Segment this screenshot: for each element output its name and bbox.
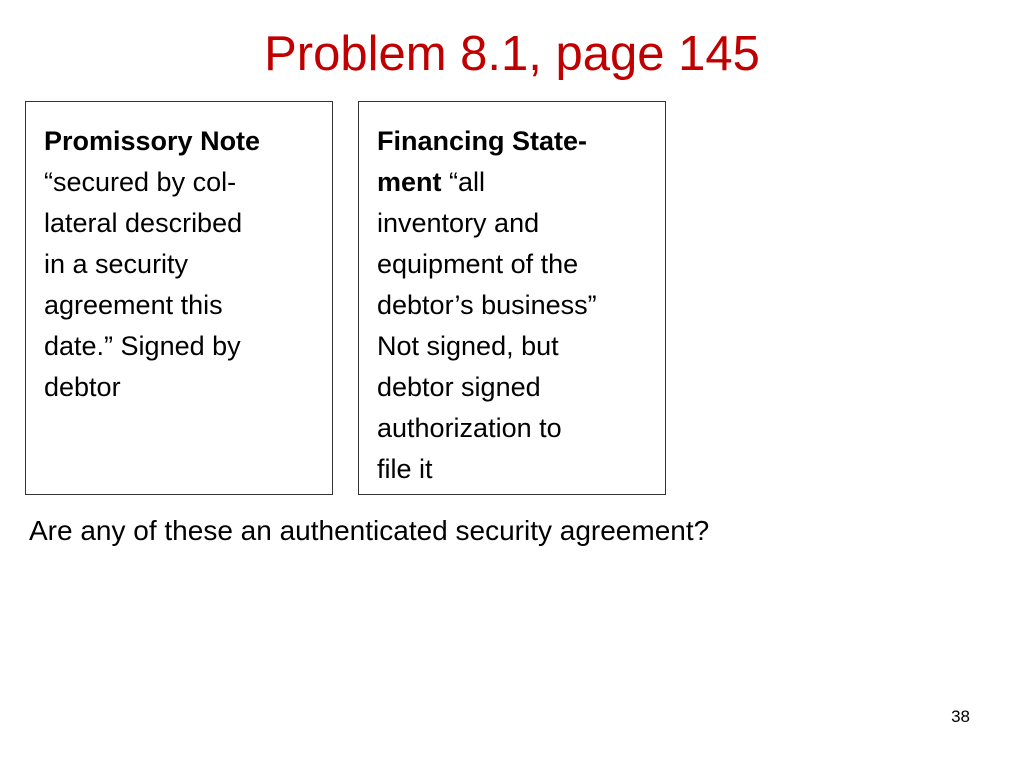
promissory-note-body: “secured by col- lateral described in a security agreement this date.” Signed by debtor xyxy=(44,167,243,402)
financing-statement-body: “all inventory and equipment of the debtor’s business” Not signed, but debtor signed authorization to file it xyxy=(377,167,597,484)
promissory-note-box xyxy=(25,101,333,495)
financing-statement-text xyxy=(377,121,665,490)
promissory-note-text xyxy=(44,121,332,408)
financing-statement-box xyxy=(358,101,666,495)
question-text: Are any of these an authenticated security agreement? xyxy=(29,515,710,546)
promissory-note-heading: Promissory Note xyxy=(44,126,261,156)
financing-statement-heading: Financing State- ment xyxy=(377,126,588,197)
page-number: 38 xyxy=(951,707,970,726)
slide-title: Problem 8.1, page 145 xyxy=(264,27,760,81)
